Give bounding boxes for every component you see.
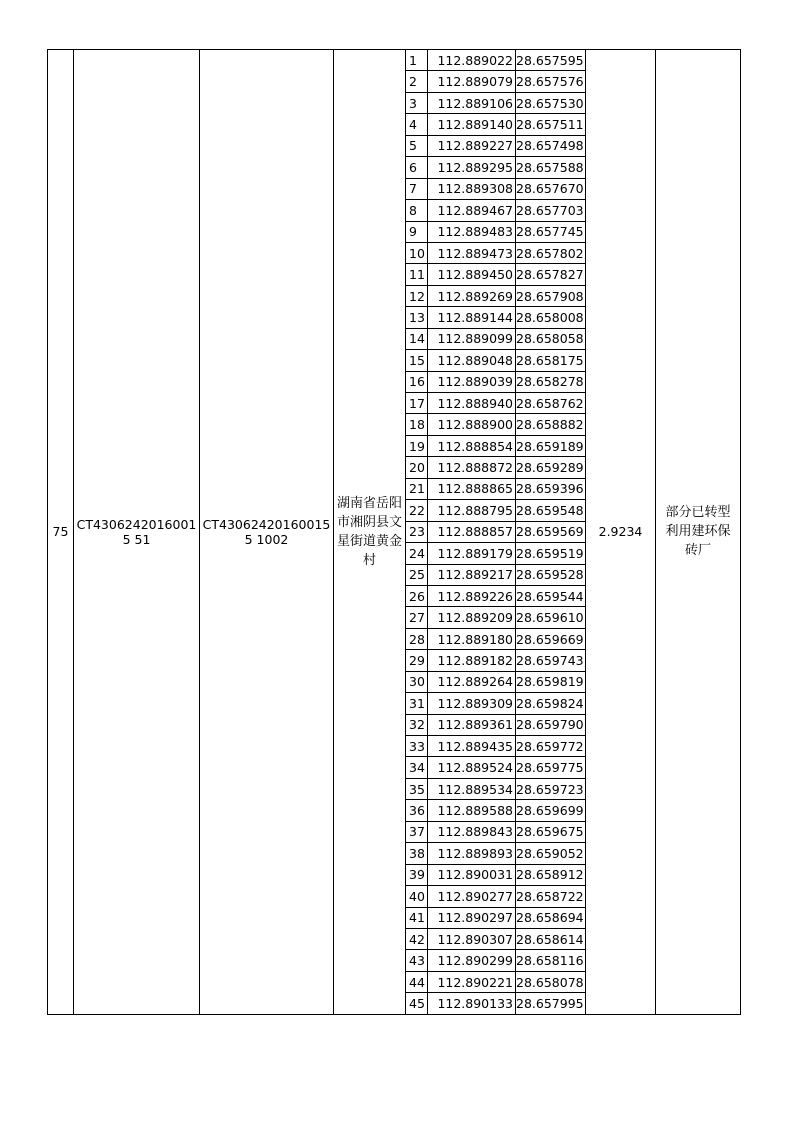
point-latitude: 28.657498 <box>516 135 586 156</box>
point-longitude: 112.890297 <box>428 907 516 928</box>
point-longitude: 112.889209 <box>428 607 516 628</box>
point-latitude: 28.658078 <box>516 971 586 992</box>
point-number: 40 <box>406 886 428 907</box>
point-number: 21 <box>406 478 428 499</box>
point-longitude: 112.889022 <box>428 50 516 71</box>
point-latitude: 28.659824 <box>516 693 586 714</box>
point-longitude: 112.889179 <box>428 543 516 564</box>
point-number: 39 <box>406 864 428 885</box>
point-latitude: 28.659544 <box>516 585 586 606</box>
point-longitude: 112.889534 <box>428 778 516 799</box>
point-number: 25 <box>406 564 428 585</box>
table-row <box>48 50 741 71</box>
point-number: 35 <box>406 778 428 799</box>
point-number: 17 <box>406 393 428 414</box>
point-number: 30 <box>406 671 428 692</box>
point-latitude: 28.659819 <box>516 671 586 692</box>
point-longitude: 112.888872 <box>428 457 516 478</box>
point-number: 9 <box>406 221 428 242</box>
point-number: 29 <box>406 650 428 671</box>
point-longitude: 112.889048 <box>428 350 516 371</box>
point-latitude: 28.657908 <box>516 285 586 306</box>
point-latitude: 28.659052 <box>516 843 586 864</box>
point-longitude: 112.888854 <box>428 435 516 456</box>
point-latitude: 28.658175 <box>516 350 586 371</box>
point-number: 28 <box>406 628 428 649</box>
point-latitude: 28.659772 <box>516 736 586 757</box>
point-latitude: 28.659189 <box>516 435 586 456</box>
point-latitude: 28.657745 <box>516 221 586 242</box>
point-number: 18 <box>406 414 428 435</box>
record-index: 75 <box>48 50 74 1015</box>
point-latitude: 28.659790 <box>516 714 586 735</box>
point-latitude: 28.659569 <box>516 521 586 542</box>
point-longitude: 112.889295 <box>428 157 516 178</box>
point-number: 31 <box>406 693 428 714</box>
point-longitude: 112.889269 <box>428 285 516 306</box>
point-longitude: 112.889524 <box>428 757 516 778</box>
point-number: 34 <box>406 757 428 778</box>
point-number: 37 <box>406 821 428 842</box>
point-latitude: 28.659723 <box>516 778 586 799</box>
point-longitude: 112.889435 <box>428 736 516 757</box>
point-longitude: 112.889473 <box>428 242 516 263</box>
point-latitude: 28.659775 <box>516 757 586 778</box>
point-latitude: 28.658912 <box>516 864 586 885</box>
point-latitude: 28.659396 <box>516 478 586 499</box>
point-latitude: 28.659548 <box>516 500 586 521</box>
point-longitude: 112.888940 <box>428 393 516 414</box>
point-number: 20 <box>406 457 428 478</box>
point-latitude: 28.659669 <box>516 628 586 649</box>
point-latitude: 28.657595 <box>516 50 586 71</box>
point-longitude: 112.889361 <box>428 714 516 735</box>
point-longitude: 112.889843 <box>428 821 516 842</box>
point-longitude: 112.889140 <box>428 114 516 135</box>
point-number: 22 <box>406 500 428 521</box>
point-longitude: 112.889099 <box>428 328 516 349</box>
point-latitude: 28.658694 <box>516 907 586 928</box>
point-number: 14 <box>406 328 428 349</box>
point-latitude: 28.659743 <box>516 650 586 671</box>
point-number: 15 <box>406 350 428 371</box>
point-number: 4 <box>406 114 428 135</box>
point-longitude: 112.889450 <box>428 264 516 285</box>
point-number: 42 <box>406 928 428 949</box>
point-longitude: 112.889467 <box>428 200 516 221</box>
point-number: 45 <box>406 993 428 1014</box>
point-longitude: 112.890299 <box>428 950 516 971</box>
point-longitude: 112.890277 <box>428 886 516 907</box>
point-longitude: 112.890031 <box>428 864 516 885</box>
point-number: 32 <box>406 714 428 735</box>
table-body <box>48 50 741 1015</box>
point-longitude: 112.888865 <box>428 478 516 499</box>
coordinate-table <box>47 49 741 1015</box>
point-number: 13 <box>406 307 428 328</box>
point-latitude: 28.657802 <box>516 242 586 263</box>
point-latitude: 28.657827 <box>516 264 586 285</box>
point-longitude: 112.889144 <box>428 307 516 328</box>
point-latitude: 28.657995 <box>516 993 586 1014</box>
record-area: 2.9234 <box>586 50 656 1015</box>
point-longitude: 112.889227 <box>428 135 516 156</box>
point-latitude: 28.658722 <box>516 886 586 907</box>
point-number: 16 <box>406 371 428 392</box>
point-longitude: 112.889308 <box>428 178 516 199</box>
point-longitude: 112.888857 <box>428 521 516 542</box>
point-number: 10 <box>406 242 428 263</box>
point-longitude: 112.889180 <box>428 628 516 649</box>
point-latitude: 28.658882 <box>516 414 586 435</box>
point-number: 8 <box>406 200 428 221</box>
point-number: 3 <box>406 92 428 113</box>
point-longitude: 112.889079 <box>428 71 516 92</box>
point-number: 36 <box>406 800 428 821</box>
point-longitude: 112.888900 <box>428 414 516 435</box>
point-latitude: 28.657670 <box>516 178 586 199</box>
point-latitude: 28.659610 <box>516 607 586 628</box>
point-longitude: 112.889226 <box>428 585 516 606</box>
point-latitude: 28.659675 <box>516 821 586 842</box>
point-latitude: 28.659528 <box>516 564 586 585</box>
point-latitude: 28.659519 <box>516 543 586 564</box>
point-longitude: 112.889483 <box>428 221 516 242</box>
point-longitude: 112.890307 <box>428 928 516 949</box>
point-latitude: 28.658058 <box>516 328 586 349</box>
point-latitude: 28.657576 <box>516 71 586 92</box>
point-number: 38 <box>406 843 428 864</box>
point-latitude: 28.658762 <box>516 393 586 414</box>
point-number: 5 <box>406 135 428 156</box>
point-longitude: 112.889217 <box>428 564 516 585</box>
point-number: 7 <box>406 178 428 199</box>
point-longitude: 112.889106 <box>428 92 516 113</box>
point-number: 41 <box>406 907 428 928</box>
record-code-a: CT43062420160015 51 <box>74 50 200 1015</box>
point-number: 24 <box>406 543 428 564</box>
point-longitude: 112.889264 <box>428 671 516 692</box>
record-note: 部分已转型利用建环保砖厂 <box>656 50 741 1015</box>
point-number: 1 <box>406 50 428 71</box>
point-number: 2 <box>406 71 428 92</box>
point-latitude: 28.658116 <box>516 950 586 971</box>
point-number: 11 <box>406 264 428 285</box>
point-latitude: 28.658278 <box>516 371 586 392</box>
point-number: 26 <box>406 585 428 606</box>
point-latitude: 28.657588 <box>516 157 586 178</box>
point-number: 43 <box>406 950 428 971</box>
point-latitude: 28.658614 <box>516 928 586 949</box>
point-longitude: 112.889893 <box>428 843 516 864</box>
point-latitude: 28.658008 <box>516 307 586 328</box>
point-longitude: 112.890221 <box>428 971 516 992</box>
point-longitude: 112.889588 <box>428 800 516 821</box>
point-longitude: 112.890133 <box>428 993 516 1014</box>
point-number: 19 <box>406 435 428 456</box>
point-latitude: 28.659289 <box>516 457 586 478</box>
record-code-b: CT430624201600155 1002 <box>200 50 334 1015</box>
point-number: 23 <box>406 521 428 542</box>
point-latitude: 28.657511 <box>516 114 586 135</box>
point-latitude: 28.657530 <box>516 92 586 113</box>
point-number: 27 <box>406 607 428 628</box>
point-longitude: 112.889182 <box>428 650 516 671</box>
point-latitude: 28.659699 <box>516 800 586 821</box>
point-number: 12 <box>406 285 428 306</box>
point-longitude: 112.889039 <box>428 371 516 392</box>
record-location: 湖南省岳阳市湘阴县文星街道黄金村 <box>334 50 406 1015</box>
point-number: 6 <box>406 157 428 178</box>
point-longitude: 112.889309 <box>428 693 516 714</box>
point-longitude: 112.888795 <box>428 500 516 521</box>
point-number: 33 <box>406 736 428 757</box>
point-number: 44 <box>406 971 428 992</box>
point-latitude: 28.657703 <box>516 200 586 221</box>
